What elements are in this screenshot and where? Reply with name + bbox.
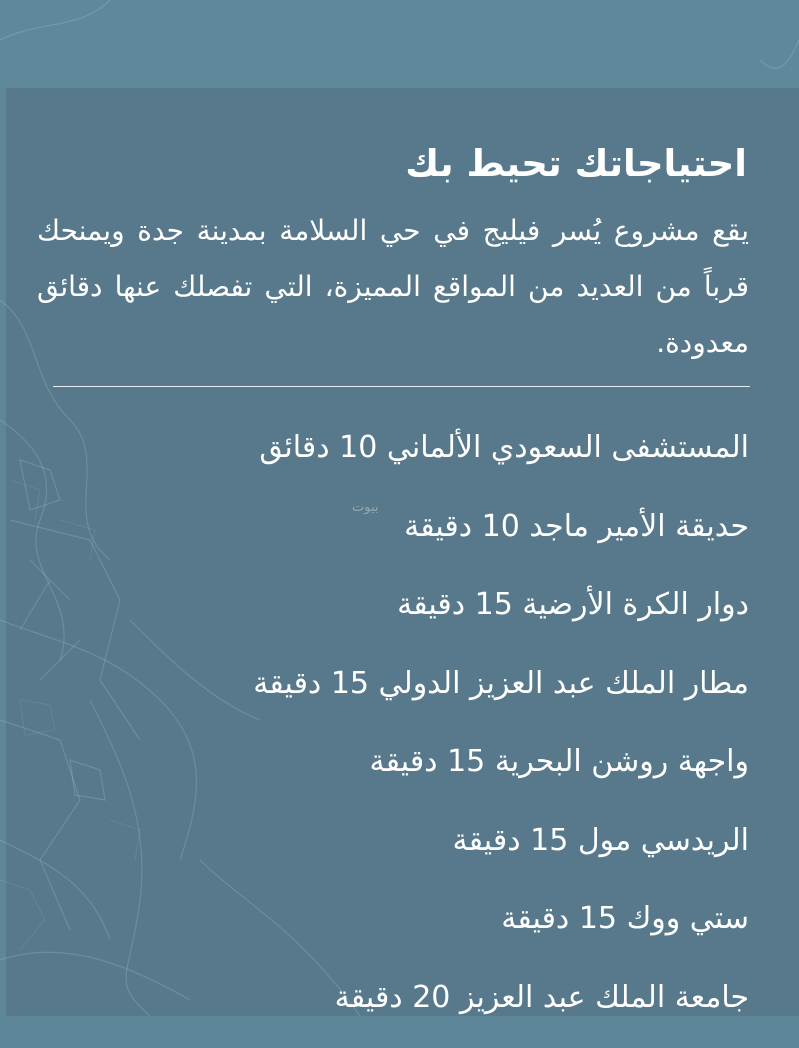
- list-item: واجهة روشن البحرية 15 دقيقة: [209, 734, 749, 813]
- nearby-places-list: [209, 420, 749, 1048]
- list-item: دوار الكرة الأرضية 15 دقيقة: [209, 577, 749, 656]
- watermark: بيوت: [352, 500, 379, 515]
- list-item: المستشفى السعودي الألماني 10 دقائق: [209, 420, 749, 499]
- list-item: الريدسي مول 15 دقيقة: [209, 813, 749, 892]
- list-item: حديقة الأمير ماجد 10 دقيقة: [209, 499, 749, 578]
- list-item: ستي ووك 15 دقيقة: [209, 891, 749, 970]
- list-item: مطار الملك عبد العزيز الدولي 15 دقيقة: [209, 656, 749, 735]
- intro-paragraph: يقع مشروع يُسر فيليج في حي السلامة بمدينة جدة ويمنحك قرباً من العديد من المواقع المميزة، التي تفصلك عنها دقائق معدودة.: [37, 203, 749, 371]
- page-title: احتياجاتك تحيط بك: [405, 138, 747, 190]
- list-item: جامعة الملك عبد العزيز 20 دقيقة: [209, 970, 749, 1048]
- divider: [53, 386, 750, 387]
